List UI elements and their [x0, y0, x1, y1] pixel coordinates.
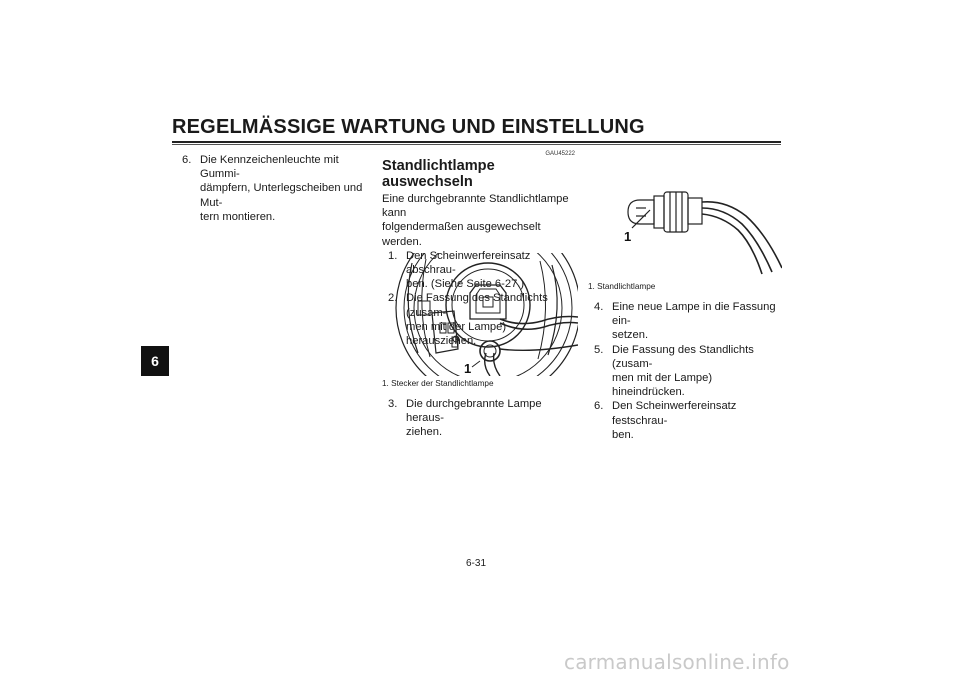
step-line: Die Fassung des Standlichts (zusam- — [612, 343, 754, 370]
middle-column-steps-after-figure — [388, 397, 578, 440]
left-column — [182, 153, 364, 224]
figure2-caption: 1. Standlichtlampe — [588, 282, 656, 291]
step-line: setzen. — [612, 329, 649, 342]
intro-text — [382, 192, 577, 249]
step-line: men mit der Lampe) hineindrücken. — [612, 372, 713, 399]
parking-bulb-illustration — [606, 186, 782, 278]
step-6 — [594, 399, 786, 442]
step-line: tern montieren. — [200, 210, 276, 223]
step-line: ben. — [612, 428, 634, 441]
step-line: men mit der Lampe) herausziehen. — [406, 320, 507, 348]
step-line: Die Fassung des Standlichts (zusam- — [406, 292, 548, 319]
step-6-left — [182, 153, 364, 224]
step-3 — [388, 397, 578, 440]
figure2-callout: 1 — [624, 229, 632, 244]
step-line: ben. (Siehe Seite 6-27.) — [406, 278, 525, 291]
step-line: Die durchgebrannte Lampe heraus- — [406, 398, 542, 425]
page-number: 6-31 — [466, 558, 487, 569]
step-4 — [594, 300, 786, 343]
title-rule-thin — [172, 144, 781, 145]
intro-line: Eine durchgebrannte Standlichtlampe kann — [382, 193, 569, 220]
step-number: 6. — [182, 154, 192, 166]
chapter-tab: 6 — [141, 346, 169, 376]
step-line: ziehen. — [406, 426, 443, 439]
step-number: 3. — [388, 398, 398, 410]
page-title: REGELMÄSSIGE WARTUNG UND EINSTELLUNG — [172, 116, 645, 138]
step-number: 1. — [388, 249, 398, 262]
step-5 — [594, 343, 786, 400]
intro-line: folgendermaßen ausgewechselt werden. — [382, 221, 541, 248]
step-line: Eine neue Lampe in die Fassung ein- — [612, 301, 776, 328]
step-number: 4. — [594, 301, 604, 313]
step-line: dämpfern, Unterlegscheiben und Mut- — [200, 182, 363, 209]
figure1-caption: 1. Stecker der Standlichtlampe — [382, 379, 494, 388]
step-line: Die Kennzeichenleuchte mit Gummi- — [200, 154, 339, 181]
step-line: Den Scheinwerfereinsatz festschrau- — [612, 400, 737, 427]
step-line: Den Scheinwerfereinsatz abschrau- — [406, 249, 531, 277]
title-rule — [172, 141, 781, 143]
step-number: 6. — [594, 400, 604, 413]
figure1-callout: 1 — [464, 361, 472, 376]
document-code: GAU45222 — [545, 151, 575, 157]
section-heading: Standlichtlampe auswechseln — [382, 158, 495, 190]
step-number: 2. — [388, 292, 398, 305]
step-number: 5. — [594, 343, 604, 356]
watermark: carmanualsonline.info — [564, 650, 790, 674]
right-column-steps — [594, 300, 786, 442]
headlight-socket-illustration — [382, 253, 578, 376]
